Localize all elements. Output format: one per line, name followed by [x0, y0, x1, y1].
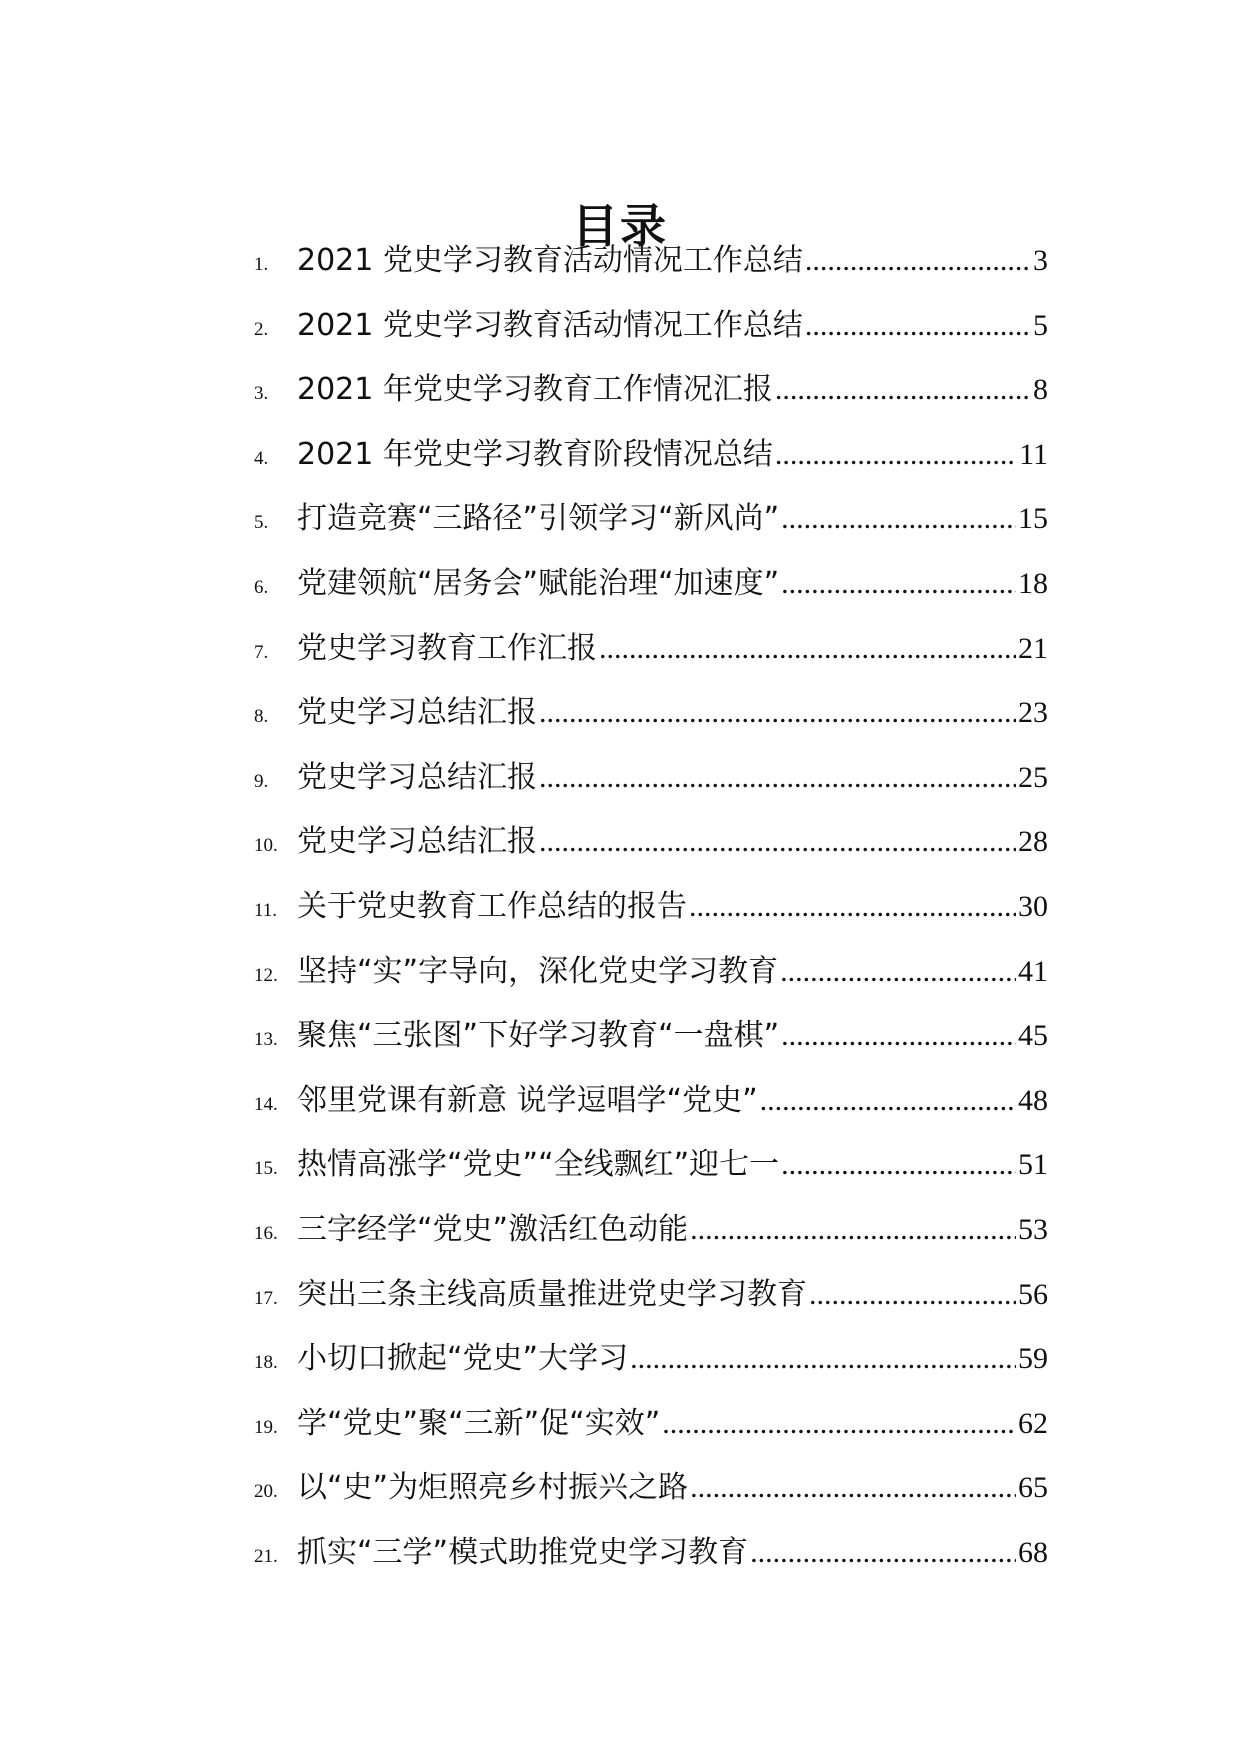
toc-entry-title: 2021 党史学习教育活动情况工作总结 — [297, 243, 803, 278]
toc-dot-leader — [539, 810, 1016, 875]
toc-entry-number: 12. — [254, 964, 278, 986]
toc-entry-page-number: 11 — [1019, 437, 1048, 471]
toc-entry-title: 党史学习总结汇报 — [297, 695, 537, 731]
toc-entry-number: 8. — [254, 706, 269, 728]
toc-entry[interactable] — [254, 1521, 1048, 1586]
toc-entry[interactable] — [254, 423, 1048, 488]
toc-entry[interactable] — [254, 1198, 1048, 1263]
toc-entry-number: 4. — [254, 447, 269, 469]
toc-entry-number: 1. — [254, 254, 269, 275]
toc-entry-number: 15. — [254, 1158, 278, 1180]
toc-entry-page-number: 68 — [1018, 1535, 1048, 1569]
toc-dot-leader — [690, 1456, 1016, 1521]
toc-entry-page-number: 3 — [1033, 244, 1048, 277]
toc-entry-title: 抓实“三学”模式助推党史学习教育 — [297, 1534, 749, 1570]
toc-entry-number: 14. — [254, 1093, 278, 1115]
toc-entry-title: 2021 年党史学习教育工作情况汇报 — [297, 372, 773, 408]
toc-entry-title: 2021 年党史学习教育阶段情况总结 — [297, 436, 773, 472]
toc-dot-leader — [805, 229, 1031, 294]
table-of-contents — [254, 229, 1048, 1585]
toc-entry-page-number: 53 — [1018, 1212, 1048, 1246]
toc-entry-number: 5. — [254, 512, 269, 534]
toc-dot-leader — [599, 617, 1016, 682]
toc-entry-number: 13. — [254, 1029, 278, 1051]
toc-entry-page-number: 56 — [1018, 1277, 1048, 1311]
toc-entry-title: 小切口掀起“党史”大学习 — [297, 1341, 629, 1377]
toc-dot-leader — [539, 746, 1016, 811]
toc-entry-title: 坚持“实”字导向，深化党史学习教育 — [297, 953, 779, 989]
toc-entry-page-number: 45 — [1018, 1019, 1048, 1053]
toc-entry-page-number: 21 — [1018, 631, 1048, 665]
toc-entry[interactable] — [254, 1004, 1048, 1069]
toc-entry-number: 20. — [254, 1481, 278, 1503]
toc-entry[interactable] — [254, 940, 1048, 1005]
toc-entry-title: 党史学习总结汇报 — [297, 824, 537, 860]
toc-dot-leader — [809, 1263, 1016, 1328]
toc-entry-number: 19. — [254, 1416, 278, 1438]
toc-entry-number: 11. — [254, 899, 278, 921]
toc-entry[interactable] — [254, 1263, 1048, 1328]
toc-entry-page-number: 30 — [1018, 889, 1048, 923]
toc-entry-number: 9. — [254, 770, 269, 792]
toc-entry-number: 10. — [254, 835, 278, 857]
toc-entry[interactable] — [254, 487, 1048, 552]
toc-entry[interactable] — [254, 746, 1048, 811]
toc-dot-leader — [690, 1198, 1016, 1263]
toc-entry-title: 关于党史教育工作总结的报告 — [297, 888, 687, 924]
toc-entry-title: 突出三条主线高质量推进党史学习教育 — [297, 1276, 807, 1312]
toc-dot-leader — [775, 423, 1017, 488]
toc-entry-number: 18. — [254, 1352, 278, 1374]
toc-entry[interactable] — [254, 552, 1048, 617]
toc-entry-title: 党史学习教育工作汇报 — [297, 630, 597, 666]
toc-dot-leader — [780, 940, 1016, 1005]
toc-entry-title: 打造竞赛“三路径”引领学习“新风尚” — [297, 501, 780, 537]
toc-entry[interactable] — [254, 294, 1048, 359]
toc-entry-page-number: 25 — [1018, 760, 1048, 794]
toc-entry[interactable] — [254, 1069, 1048, 1134]
toc-entry-title: 2021 党史学习教育活动情况工作总结 — [297, 307, 803, 343]
toc-dot-leader — [781, 1133, 1016, 1198]
toc-dot-leader — [781, 487, 1016, 552]
page-title: 目录 — [572, 198, 668, 253]
toc-dot-leader — [662, 1392, 1016, 1457]
toc-entry-title: 党史学习总结汇报 — [297, 759, 537, 795]
toc-entry-title: 党建领航“居务会”赋能治理“加速度” — [297, 565, 780, 601]
toc-entry[interactable] — [254, 1133, 1048, 1198]
toc-dot-leader — [630, 1327, 1016, 1392]
toc-entry[interactable] — [254, 875, 1048, 940]
toc-entry[interactable] — [254, 229, 1048, 294]
toc-dot-leader — [760, 1069, 1016, 1134]
toc-entry-title: 热情高涨学“党史”“全线飘红”迎七一 — [297, 1147, 780, 1183]
toc-entry-page-number: 5 — [1033, 308, 1048, 342]
toc-dot-leader — [775, 358, 1031, 423]
toc-dot-leader — [539, 681, 1016, 746]
toc-dot-leader — [750, 1521, 1016, 1586]
toc-entry-number: 2. — [254, 318, 269, 340]
toc-entry[interactable] — [254, 1392, 1048, 1457]
toc-entry-title: 邻里党课有新意 说学逗唱学“党史” — [297, 1082, 758, 1118]
toc-entry[interactable] — [254, 358, 1048, 423]
toc-entry-page-number: 28 — [1018, 825, 1048, 859]
toc-entry-number: 6. — [254, 576, 269, 598]
toc-entry-title: 三字经学“党史”激活红色动能 — [297, 1211, 689, 1247]
toc-dot-leader — [781, 552, 1016, 617]
toc-entry-page-number: 51 — [1018, 1148, 1048, 1182]
toc-entry[interactable] — [254, 1327, 1048, 1392]
toc-entry-number: 7. — [254, 641, 269, 663]
toc-entry-page-number: 18 — [1018, 566, 1048, 600]
toc-entry[interactable] — [254, 617, 1048, 682]
toc-entry-number: 3. — [254, 383, 269, 405]
toc-entry-page-number: 8 — [1033, 373, 1048, 407]
toc-entry-page-number: 48 — [1018, 1083, 1048, 1117]
toc-dot-leader — [781, 1004, 1016, 1069]
toc-entry[interactable] — [254, 681, 1048, 746]
toc-entry-title: 以“史”为炬照亮乡村振兴之路 — [297, 1470, 689, 1506]
toc-entry-page-number: 62 — [1018, 1406, 1048, 1440]
toc-entry-page-number: 15 — [1018, 502, 1048, 536]
toc-entry-page-number: 59 — [1018, 1342, 1048, 1376]
toc-entry-number: 17. — [254, 1287, 278, 1309]
toc-entry[interactable] — [254, 1456, 1048, 1521]
toc-entry-page-number: 41 — [1018, 954, 1048, 988]
toc-entry-number: 16. — [254, 1222, 278, 1244]
toc-entry-title: 聚焦“三张图”下好学习教育“一盘棋” — [297, 1018, 780, 1054]
toc-entry[interactable] — [254, 810, 1048, 875]
toc-dot-leader — [805, 294, 1031, 359]
toc-entry-page-number: 65 — [1018, 1471, 1048, 1505]
toc-entry-title: 学“党史”聚“三新”促“实效” — [297, 1405, 661, 1441]
toc-entry-page-number: 23 — [1018, 696, 1048, 730]
toc-entry-number: 21. — [254, 1545, 278, 1567]
toc-dot-leader — [689, 875, 1016, 940]
